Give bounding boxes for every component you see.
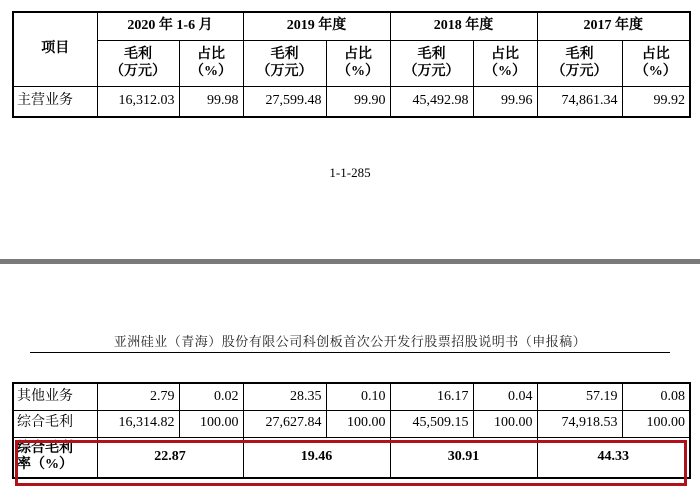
- table-cell: 45,492.98: [390, 87, 473, 118]
- table-cell: 16.17: [390, 383, 473, 410]
- gross-profit-header: 毛利 （万元）: [537, 41, 622, 87]
- ratio-header: 占比 （%）: [622, 41, 690, 87]
- year-header-2018: 2018 年度: [390, 12, 537, 41]
- table-cell: 27,627.84: [243, 410, 326, 437]
- gross-profit-table-header-part: [12, 11, 691, 118]
- page-separator: [0, 259, 700, 264]
- table-cell: 99.96: [473, 87, 537, 118]
- gross-profit-header: 毛利 （万元）: [97, 41, 179, 87]
- table-cell: 99.90: [326, 87, 390, 118]
- gross-margin-2018: 30.91: [390, 437, 537, 478]
- gross-profit-header: 毛利 （万元）: [390, 41, 473, 87]
- table-cell: 2.79: [97, 383, 179, 410]
- highlight-box: [15, 440, 687, 486]
- table-cell: 28.35: [243, 383, 326, 410]
- table-cell: 57.19: [537, 383, 622, 410]
- year-header-2019: 2019 年度: [243, 12, 390, 41]
- gross-profit-header: 毛利 （万元）: [243, 41, 326, 87]
- table-cell: 0.08: [622, 383, 690, 410]
- table-cell: 100.00: [179, 410, 243, 437]
- table-cell: 100.00: [326, 410, 390, 437]
- gross-margin-label: 综合毛利 率（%）: [13, 437, 97, 478]
- ratio-header: 占比 （%）: [473, 41, 537, 87]
- table-cell: 74,918.53: [537, 410, 622, 437]
- table-cell: 99.92: [622, 87, 690, 118]
- table-row: [13, 383, 690, 410]
- table-cell: 16,312.03: [97, 87, 179, 118]
- ratio-header: 占比 （%）: [179, 41, 243, 87]
- row-label: 综合毛利: [13, 410, 97, 437]
- header-rule: [30, 352, 670, 353]
- table-cell: 0.04: [473, 383, 537, 410]
- document-header: 亚洲硅业（青海）股份有限公司科创板首次公开发行股票招股说明书（申报稿）: [113, 334, 587, 349]
- year-header-2020h1: 2020 年 1-6 月: [97, 12, 243, 41]
- table-cell: 16,314.82: [97, 410, 179, 437]
- item-column-header: 项目: [13, 12, 97, 87]
- page-number: 1-1-285: [329, 165, 371, 180]
- table-row: [13, 87, 690, 118]
- table-cell: 100.00: [473, 410, 537, 437]
- table-cell: 27,599.48: [243, 87, 326, 118]
- table-cell: 100.00: [622, 410, 690, 437]
- table-cell: 74,861.34: [537, 87, 622, 118]
- year-header-2017: 2017 年度: [537, 12, 690, 41]
- table-cell: 0.02: [179, 383, 243, 410]
- table-row: [13, 410, 690, 437]
- gross-margin-2019: 19.46: [243, 437, 390, 478]
- table-cell: 0.10: [326, 383, 390, 410]
- row-label: 其他业务: [13, 383, 97, 410]
- row-label: 主营业务: [13, 87, 97, 118]
- gross-margin-2020h1: 22.87: [97, 437, 243, 478]
- ratio-header: 占比 （%）: [326, 41, 390, 87]
- gross-margin-2017: 44.33: [537, 437, 690, 478]
- table-cell: 99.98: [179, 87, 243, 118]
- table-cell: 45,509.15: [390, 410, 473, 437]
